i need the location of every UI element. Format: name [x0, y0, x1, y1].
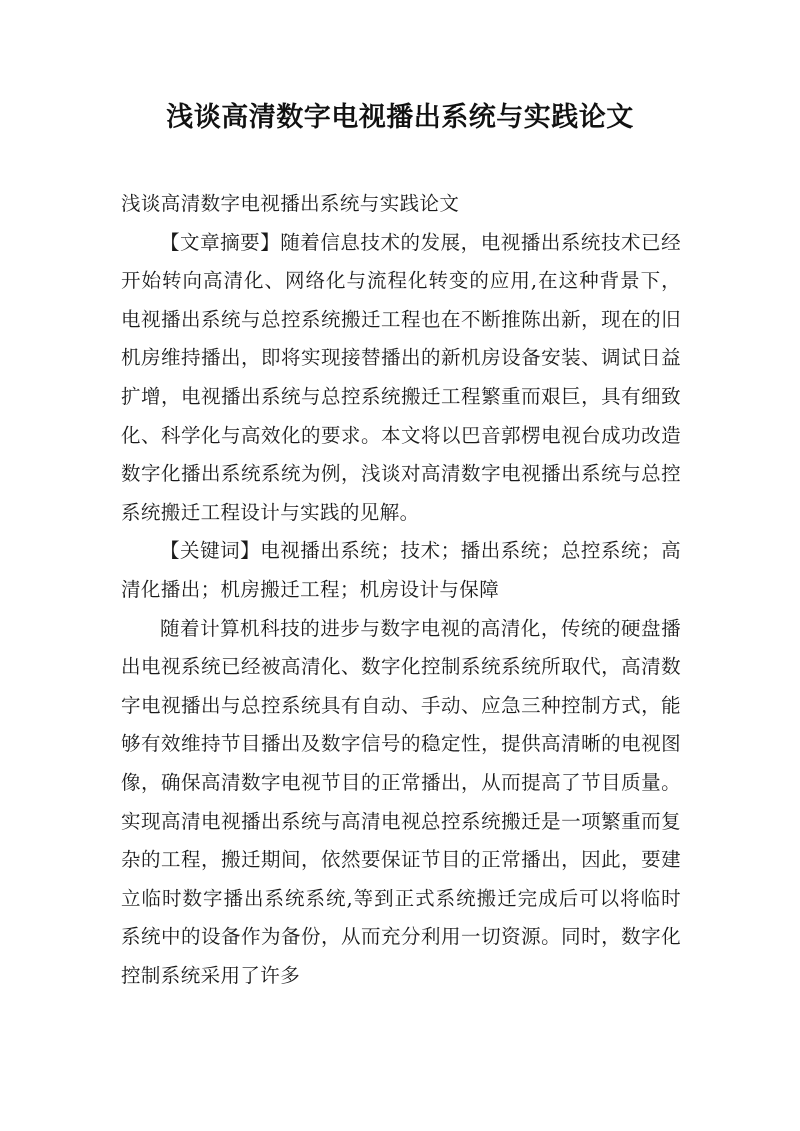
paragraph-keywords: 【关键词】电视播出系统；技术；播出系统；总控系统；高清化播出；机房搬迁工程；机房设计与保障: [121, 539, 681, 601]
paragraph-abstract: 【文章摘要】随着信息技术的发展，电视播出系统技术已经开始转向高清化、网络化与流程化转变的应用,在这种背景下，电视播出系统与总控系统搬迁工程也在不断推陈出新，现在的旧机房维持播出，即将实现接替播出的新机房设备安装、调试日益扩增，电视播出系统与总控系统搬迁工程繁重而艰巨，具有细致化、科学化与高效化的要求。本文将以巴音郭楞电视台成功改造数字化播出系统系统为例，浅谈对高清数字电视播出系统与总控系统搬迁工程设计与实践的见解。: [121, 230, 681, 524]
document-body: [121, 185, 681, 995]
paragraph-body: 随着计算机科技的进步与数字电视的高清化，传统的硬盘播出电视系统已经被高清化、数字化控制系统系统所取代，高清数字电视播出与总控系统具有自动、手动、应急三种控制方式，能够有效维持节目播出及数字信号的稳定性，提供高清晰的电视图像，确保高清数字电视节目的正常播出，从而提高了节目质量。实现高清电视播出系统与高清电视总控系统搬迁是一项繁重而复杂的工程，搬迁期间，依然要保证节目的正常播出，因此，要建立临时数字播出系统系统,等到正式系统搬迁完成后可以将临时系统中的设备作为备份，从而充分利用一切资源。同时，数字化控制系统采用了许多: [121, 616, 681, 987]
paragraph-subtitle: 浅谈高清数字电视播出系统与实践论文: [121, 192, 460, 215]
document-title: 浅谈高清数字电视播出系统与实践论文: [166, 102, 634, 133]
